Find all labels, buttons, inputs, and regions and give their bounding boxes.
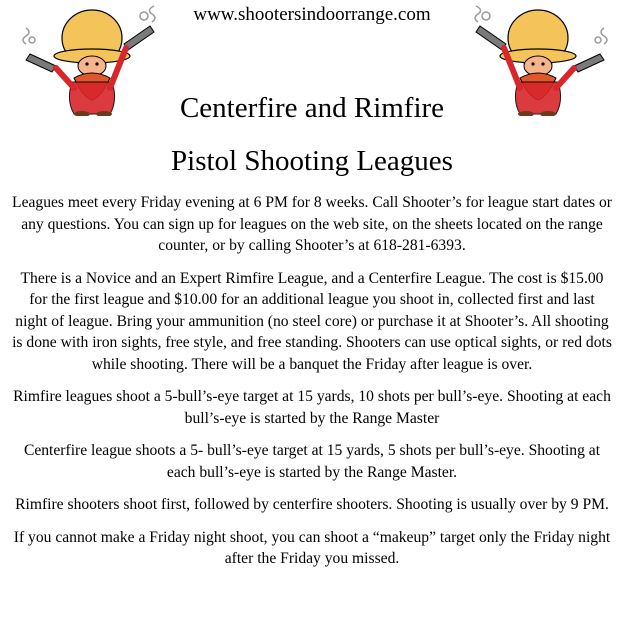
flyer-body	[12, 192, 612, 581]
paragraph-makeup: If you cannot make a Friday night shoot, you can shoot a “makeup” target only the Friday night after the Friday you missed.	[13, 528, 611, 567]
paragraph-leagues-cost: There is a Novice and an Expert Rimfire League, and a Centerfire League. The cost is $15.00 for the first league and $10.00 for an additional league you shoot in, collected first and last night of league. Bring your ammunition (no steel core) or purchase it at Shooter’s. All shooting is done with iron sights, free style, and free standing. Shooters can use optical sights, or red dots while shooting. There will be a banquet the Friday after league is over.	[12, 269, 612, 373]
website-url: www.shootersindoorrange.com	[193, 4, 431, 25]
page-title-line1: Centerfire and Rimfire	[179, 92, 445, 124]
paragraph-schedule: Leagues meet every Friday evening at 6 PM for 8 weeks. Call Shooter’s for league start dates or any questions. You can sign up for leagues on the web site, on the sheets located on the range counter, or by calling Shooter’s at 618-281-6393.	[12, 194, 612, 254]
page-title-line2: Pistol Shooting Leagues	[171, 145, 453, 177]
paragraph-rimfire-rules: Rimfire leagues shoot a 5-bull’s-eye target at 15 yards, 10 shots per bull’s-eye. Shooting at each bull’s-eye is started by the Range Master	[13, 388, 611, 427]
paragraph-order: Rimfire shooters shoot first, followed by centerfire shooters. Shooting is usually over by 9 PM.	[15, 496, 609, 513]
paragraph-centerfire-rules: Centerfire league shoots a 5- bull’s-eye target at 15 yards, 5 shots per bull’s-eye. Shooting at each bull’s-eye is started by the Range Master.	[23, 442, 601, 481]
